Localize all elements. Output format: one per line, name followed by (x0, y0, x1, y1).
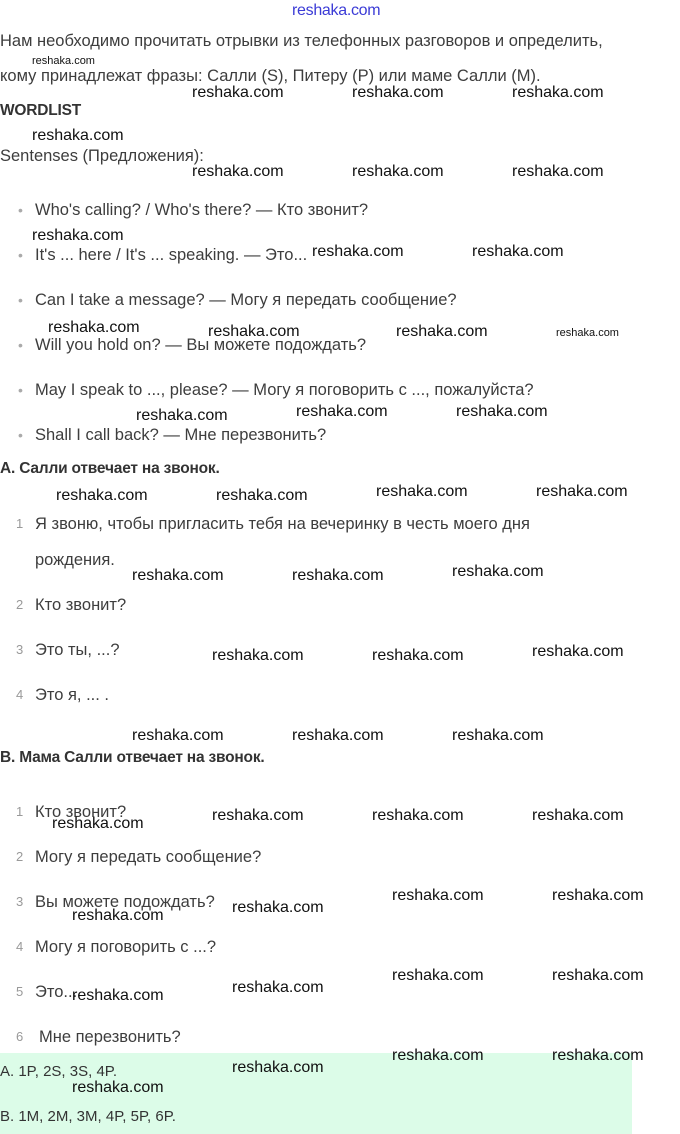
bullet-icon: • (18, 382, 23, 398)
watermark: reshaka.com (212, 647, 304, 664)
watermark: reshaka.com (456, 403, 548, 420)
wordlist-heading: WORDLIST (0, 102, 82, 119)
bullet-icon: • (18, 247, 23, 263)
bullet-icon: • (18, 337, 23, 353)
list-item-continuation: рождения. (35, 551, 115, 569)
watermark: reshaka.com (136, 407, 228, 424)
watermark: reshaka.com (216, 487, 308, 504)
watermark: reshaka.com (232, 1059, 324, 1076)
watermark: reshaka.com (292, 727, 384, 744)
watermark: reshaka.com (32, 227, 124, 244)
watermark: reshaka.com (372, 647, 464, 664)
watermark: reshaka.com (52, 815, 144, 832)
watermark: reshaka.com (232, 979, 324, 996)
intro-line-2: кому принадлежат фразы: Салли (S), Питеру (P) или маме Салли (M). (0, 67, 541, 85)
watermark: reshaka.com (132, 567, 224, 584)
answer-b: B. 1M, 2M, 3M, 4P, 5P, 6P. (0, 1108, 176, 1125)
bullet-icon: • (18, 292, 23, 308)
watermark: reshaka.com (472, 243, 564, 260)
watermark: reshaka.com (208, 323, 300, 340)
watermark: reshaka.com (32, 55, 95, 67)
watermark: reshaka.com (392, 1047, 484, 1064)
sentences-label: Sentenses (Предложения): (0, 147, 204, 165)
watermark: reshaka.com (452, 727, 544, 744)
watermark: reshaka.com (552, 1047, 644, 1064)
answer-box (0, 1053, 632, 1134)
watermark: reshaka.com (532, 643, 624, 660)
watermark: reshaka.com (392, 967, 484, 984)
watermark: reshaka.com (72, 1079, 164, 1096)
watermark: reshaka.com (32, 127, 124, 144)
watermark: reshaka.com (296, 403, 388, 420)
watermark: reshaka.com (212, 807, 304, 824)
watermark: reshaka.com (396, 323, 488, 340)
watermark: reshaka.com (372, 807, 464, 824)
site-watermark-header: reshaka.com (292, 2, 381, 19)
watermark: reshaka.com (48, 319, 140, 336)
watermark: reshaka.com (552, 967, 644, 984)
watermark: reshaka.com (452, 563, 544, 580)
watermark: reshaka.com (532, 807, 624, 824)
watermark: reshaka.com (392, 887, 484, 904)
watermark: reshaka.com (132, 727, 224, 744)
section-a-heading: A. Салли отвечает на звонок. (0, 460, 220, 477)
watermark: reshaka.com (552, 887, 644, 904)
watermark: reshaka.com (512, 84, 604, 101)
watermark: reshaka.com (192, 84, 284, 101)
watermark: reshaka.com (72, 987, 164, 1004)
bullet-icon: • (18, 202, 23, 218)
watermark: reshaka.com (376, 483, 468, 500)
watermark: reshaka.com (556, 327, 619, 339)
watermark: reshaka.com (512, 163, 604, 180)
watermark: reshaka.com (352, 84, 444, 101)
watermark: reshaka.com (312, 243, 404, 260)
watermark: reshaka.com (232, 899, 324, 916)
section-b-heading: B. Мама Салли отвечает на звонок. (0, 749, 265, 766)
watermark: reshaka.com (352, 163, 444, 180)
watermark: reshaka.com (536, 483, 628, 500)
watermark: reshaka.com (72, 907, 164, 924)
watermark: reshaka.com (56, 487, 148, 504)
intro-line-1: Нам необходимо прочитать отрывки из телефонных разговоров и определить, (0, 32, 603, 50)
answer-a: A. 1P, 2S, 3S, 4P. (0, 1063, 118, 1080)
bullet-icon: • (18, 427, 23, 443)
watermark: reshaka.com (292, 567, 384, 584)
watermark: reshaka.com (192, 163, 284, 180)
